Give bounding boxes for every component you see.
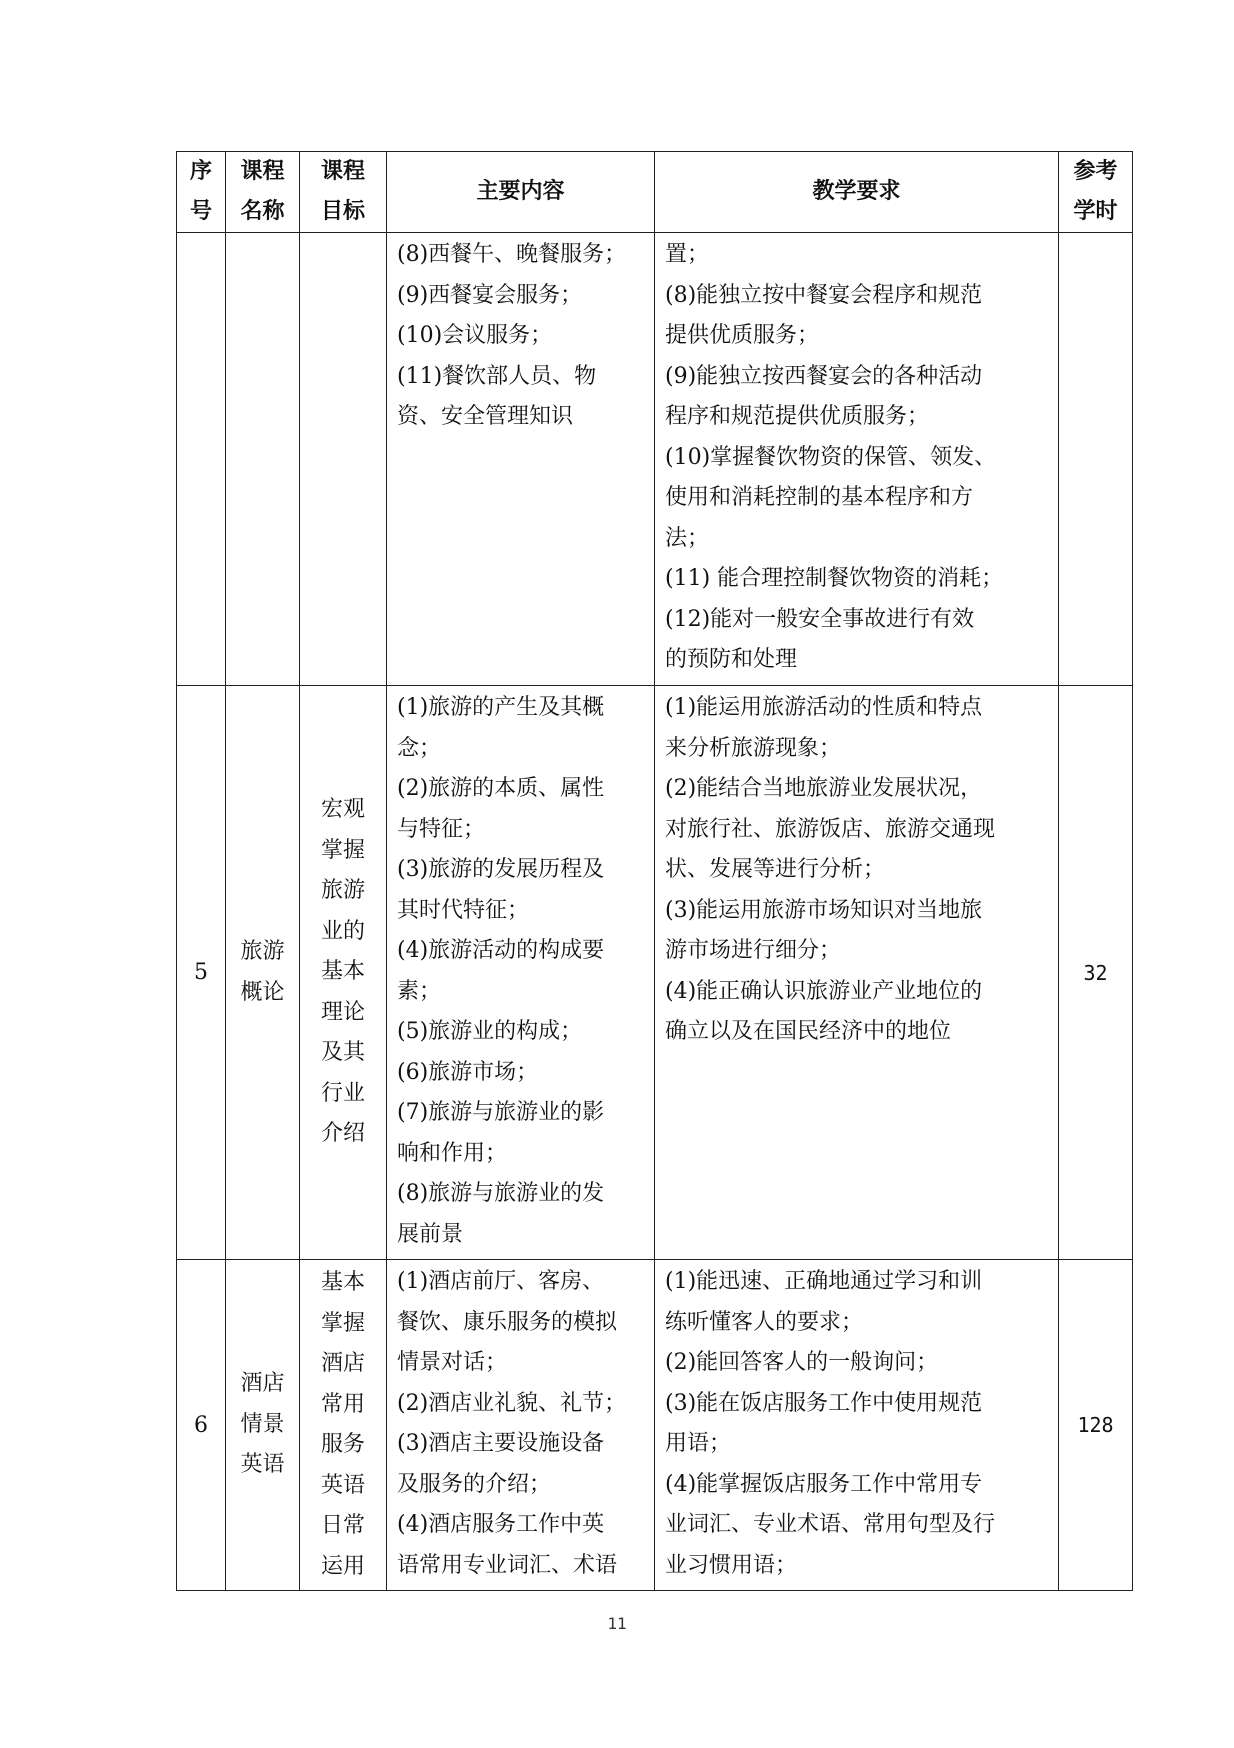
- cell-goal: 宏观 掌握 旅游 业的 基本 理论 及其 行业 介绍: [300, 686, 387, 1260]
- cell-requirements: (1)能迅速、正确地通过学习和训 练听懂客人的要求； (2)能回答客人的一般询问； (3)能在饭店服务工作中使用规范 用语； (4)能掌握饭店服务工作中常用专 业词汇、专业术语、常用句型及行 业习惯用语；: [655, 1260, 1059, 1591]
- cell-hours: [1059, 233, 1133, 686]
- cell-seq: 5: [177, 686, 226, 1260]
- cell-goal: 基本 掌握 酒店 常用 服务 英语 日常 运用: [300, 1260, 387, 1591]
- cell-requirements: 置； (8)能独立按中餐宴会程序和规范 提供优质服务； (9)能独立按西餐宴会的各种活动 程序和规范提供优质服务； (10)掌握餐饮物资的保管、领发、 使用和消耗控制的基本程序和方 法； (11) 能合理控制餐饮物资的消耗； (12)能对一般安全事故进行有效 的预防和处理: [655, 233, 1059, 686]
- cell-content: (8)西餐午、晚餐服务； (9)西餐宴会服务； (10)会议服务； (11)餐饮部人员、物 资、安全管理知识: [387, 233, 655, 686]
- cell-content: (1)旅游的产生及其概 念； (2)旅游的本质、属性 与特征； (3)旅游的发展历程及 其时代特征； (4)旅游活动的构成要 素； (5)旅游业的构成； (6)旅游市场； (7)旅游与旅游业的影 响和作用； (8)旅游与旅游业的发 展前景: [387, 686, 655, 1260]
- table-row-6: [177, 1260, 1133, 1591]
- curriculum-table: [176, 151, 1133, 1591]
- table-row-continued: [177, 233, 1133, 686]
- header-course-goal: 课程 目标: [300, 152, 387, 233]
- header-reference-hours: 参考 学时: [1059, 152, 1133, 233]
- header-teaching-requirements: 教学要求: [655, 152, 1059, 233]
- cell-goal: [300, 233, 387, 686]
- cell-hours: 128: [1059, 1260, 1133, 1591]
- header-course-name: 课程 名称: [226, 152, 300, 233]
- cell-name: [226, 233, 300, 686]
- page-number: 11: [607, 1614, 627, 1633]
- cell-name: 酒店 情景 英语: [226, 1260, 300, 1591]
- header-seq: 序 号: [177, 152, 226, 233]
- cell-seq: [177, 233, 226, 686]
- table-row-5: [177, 686, 1133, 1260]
- cell-hours: 32: [1059, 686, 1133, 1260]
- cell-name: 旅游 概论: [226, 686, 300, 1260]
- header-row: [177, 152, 1133, 233]
- cell-requirements: (1)能运用旅游活动的性质和特点 来分析旅游现象； (2)能结合当地旅游业发展状况， 对旅行社、旅游饭店、旅游交通现 状、发展等进行分析； (3)能运用旅游市场知识对当地旅 游市场进行细分； (4)能正确认识旅游业产业地位的 确立以及在国民经济中的地位: [655, 686, 1059, 1260]
- cell-content: (1)酒店前厅、客房、 餐饮、康乐服务的模拟 情景对话； (2)酒店业礼貌、礼节； (3)酒店主要设施设备 及服务的介绍； (4)酒店服务工作中英 语常用专业词汇、术语: [387, 1260, 655, 1591]
- header-main-content: 主要内容: [387, 152, 655, 233]
- cell-seq: 6: [177, 1260, 226, 1591]
